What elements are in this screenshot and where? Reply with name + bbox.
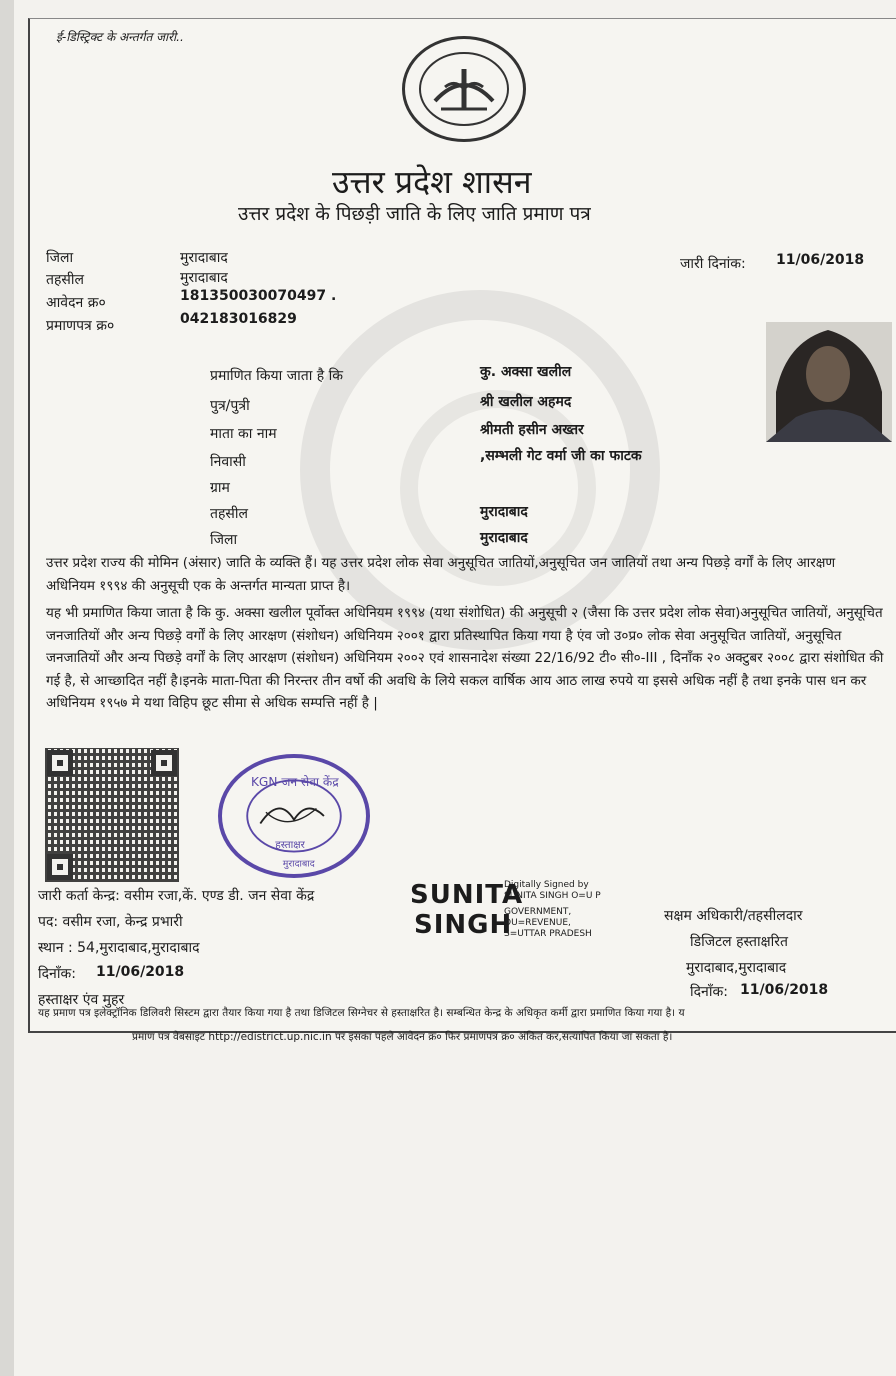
detail-tehsil-label: तहसील <box>210 506 248 522</box>
parent-label: पुत्र/पुत्री <box>210 398 250 414</box>
digital-sig-line-5: S=UTTAR PRADESH <box>504 929 592 939</box>
seal-stamp <box>218 754 370 878</box>
district-value: मुरादाबाद <box>180 250 228 266</box>
digital-sig-line-2: SUNITA SINGH O=U P <box>504 891 601 901</box>
issuer-date-value: 11/06/2018 <box>96 964 185 980</box>
svg-text:मुरादाबाद: मुरादाबाद <box>282 858 315 870</box>
digital-signer-name-2: SINGH <box>414 910 513 940</box>
certificate-label: प्रमाणपत्र क्र० <box>46 318 115 334</box>
creamy-layer-statement: यह भी प्रमाणित किया जाता है कि कु. अक्सा खलील पूर्वोक्त अधिनियम १९९४ (यथा संशोधित) की अनुसूची २ (जैसा कि उत्तर प्रदेश लोक सेवा)अनुसूचित जातियों, अनुसूचित जनजातियों और अन्य पिछड़े वर्गों के लिए आरक्षण (संशोधन) अधिनियम २००१ द्वारा प्रतिस्थापित किया गया है एंव जो उ०प्र० लोक सेवा अनुसूचित जातियों, अनुसूचित जनजातियों और अन्य पिछड़े वर्गों के लिए आरक्षण (संशोधन) अधिनियम २००२ एवं शासनादेश संख्या 22/16/92 टी० सी०-III , दिनाँक २० अक्टुबर २००८ द्वारा संशोधित की गई है, से आच्छादित नहीं है।इनके माता-पिता की निरन्तर तीन वर्षो की अवधि के लिये सकल वार्षिक आय आठ लाख रुपये या इससे अधिक नहीं है तथा इनके पास धन कर अधिनियम १९५७ मे यथा विहिप छूट सीमा से अधिक सम्पत्ति नहीं है | <box>46 605 884 711</box>
applicant-photo <box>766 322 892 442</box>
detail-district-value: मुरादाबाद <box>480 530 528 546</box>
mother-name: श्रीमती हसीन अख्तर <box>480 422 584 438</box>
village-label: ग्राम <box>210 480 230 496</box>
issuing-center: जारी कर्ता केन्द्र: वसीम रजा,कें. एण्ड डी. जन सेवा केंद्र <box>38 888 315 904</box>
qr-code <box>45 748 179 882</box>
applicant-name: कु. अक्सा खलील <box>480 364 572 380</box>
certify-label: प्रमाणित किया जाता है कि <box>210 368 344 384</box>
application-label: आवेदन क्र० <box>46 295 106 311</box>
father-name: श्री खलील अहमद <box>480 394 572 410</box>
document-subtitle: उत्तर प्रदेश के पिछड़ी जाति के लिए जाति प्रमाण पत्र <box>238 203 591 225</box>
digital-sig-line-4: OU=REVENUE, <box>504 918 571 928</box>
issue-date-label: जारी दिनांक: <box>680 256 746 272</box>
resident-address: ,सम्भली गेट वर्मा जी का फाटक <box>480 448 642 464</box>
officer-date-value: 11/06/2018 <box>740 982 829 998</box>
header-note: ई-डिस्ट्रिक्ट के अन्तर्गत जारी.. <box>56 30 184 44</box>
officer-title: सक्षम अधिकारी/तहसीलदार <box>664 908 803 924</box>
issuer-date-label: दिनाँक: <box>38 966 76 982</box>
detail-district-label: जिला <box>210 532 238 548</box>
footer-note-1: यह प्रमाण पत्र इलेक्ट्रॉनिक डिलिवरी सिस्टम द्वारा तैयार किया गया है तथा डिजिटल सिग्नेचर से हस्ताक्षरित है। सम्बन्धित केन्द्र के अधिकृत कर्मी द्वारा प्रमाणित किया गया है। य <box>38 1007 685 1019</box>
sign-and-seal-label: हस्ताक्षर एंव मुहर <box>38 992 125 1008</box>
issue-date-value: 11/06/2018 <box>776 252 865 268</box>
svg-text:हस्ताक्षर: हस्ताक्षर <box>275 838 305 851</box>
caste-statement: उत्तर प्रदेश राज्य की मोमिन (अंसार) जाति के व्यक्ति हैं। यह उत्तर प्रदेश लोक सेवा अनुसूचित जातियों,अनुसूचित जन जातियों तथा अन्य पिछड़े वर्गों के लिए आरक्षण अधिनियम १९९४ की अनुसूची एक के अन्तर्गत मान्यता प्राप्त है। <box>46 555 836 594</box>
detail-tehsil-value: मुरादाबाद <box>480 504 528 520</box>
district-label: जिला <box>46 250 74 266</box>
officer-date-label: दिनाँक: <box>690 984 728 1000</box>
page-edge <box>0 0 14 1376</box>
svg-text:KGN जन सेवा केंद्र: KGN जन सेवा केंद्र <box>250 775 339 790</box>
document-title: उत्तर प्रदेश शासन <box>332 163 532 201</box>
up-govt-emblem-icon <box>402 36 526 142</box>
digital-signer-name-1: SUNITA <box>410 880 524 910</box>
tehsil-label: तहसील <box>46 272 84 288</box>
issuer-post: पद: वसीम रजा, केन्द्र प्रभारी <box>38 914 183 930</box>
officer-signed-note: डिजिटल हस्ताक्षरित <box>690 934 788 950</box>
digital-sig-line-3: GOVERNMENT, <box>504 907 572 917</box>
mother-label: माता का नाम <box>210 426 277 442</box>
resident-label: निवासी <box>210 454 246 470</box>
officer-place: मुरादाबाद,मुरादाबाद <box>686 960 787 976</box>
tehsil-value: मुरादाबाद <box>180 270 228 286</box>
issuer-place: स्थान : 54,मुरादाबाद,मुरादाबाद <box>38 940 200 956</box>
application-number: 181350030070497 . <box>180 288 337 304</box>
certificate-number: 042183016829 <box>180 311 297 327</box>
footer-note-2: प्रमाण पत्र वेबसाइट http://edistrict.up.nic.in पर इसका पहले आवेदन क्र० फिर प्रमाणपत्र क्र० अंकित कर,सत्यापित किया जा सकता है। <box>132 1031 673 1043</box>
digital-sig-line-1: Digitally Signed by <box>504 880 589 890</box>
